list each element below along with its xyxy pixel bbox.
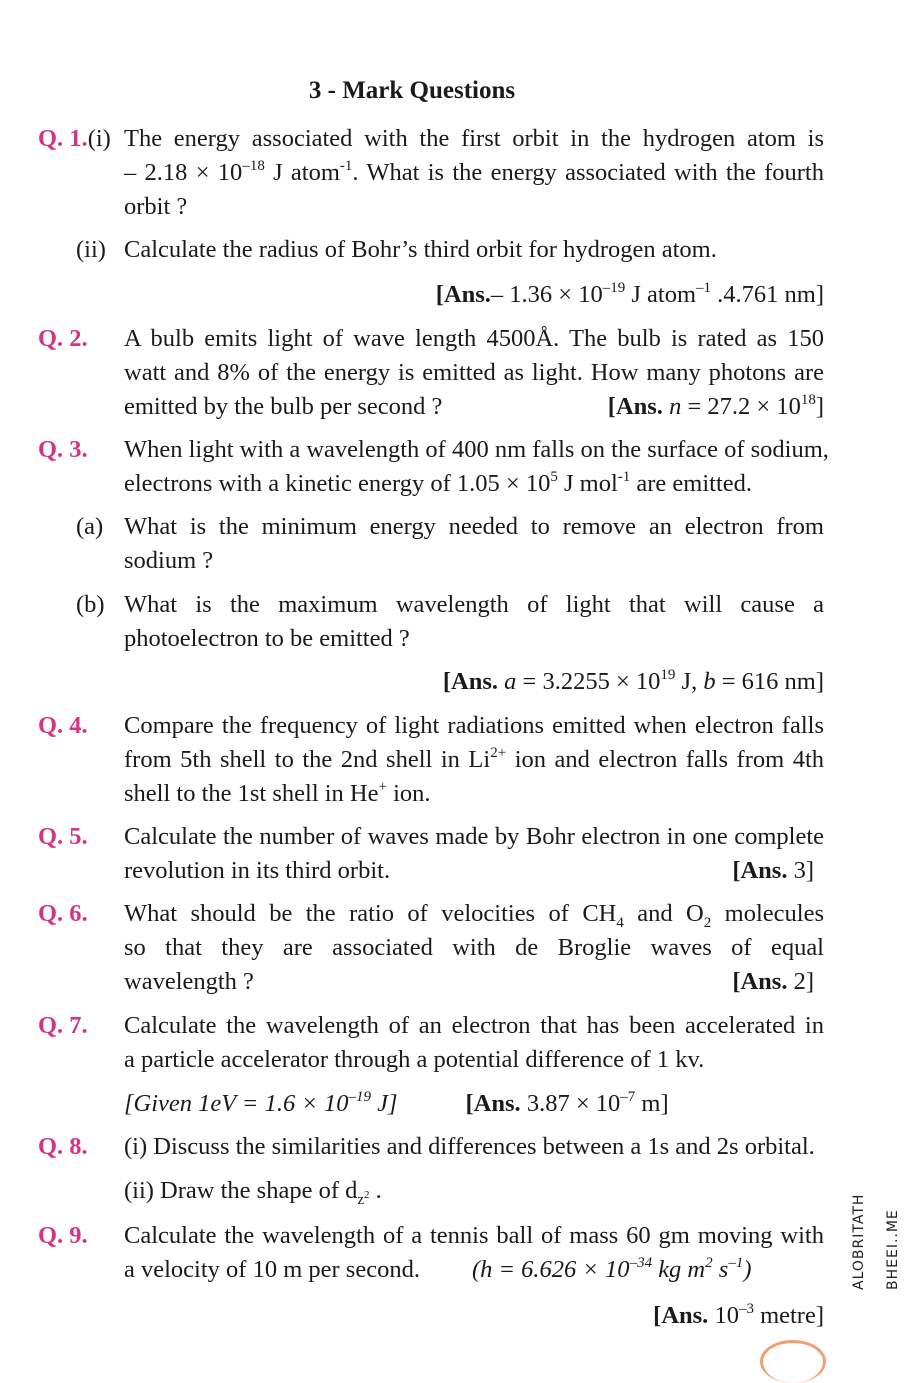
answer-q5: [Ans. 3]	[732, 857, 814, 884]
question-text: Calculate the wavelength of an electron that has been accelerated in a particle accelerator through a potential difference of 1 kv. [Given $1eV = 1.6 \times 10^{-19}$ J] [Ans. $3.87 \times 10^{-7}$ m]	[124, 1012, 824, 1117]
question-9	[38, 1219, 824, 1287]
question-2	[38, 322, 824, 424]
question-text: Calculate the wavelength of a tennis ball of mass 60 gm moving with a velocity of 10 m per second. ($h = 6.626 \times 10^{-34}$ kg $m^2$ $s^{-1}$)	[124, 1222, 824, 1283]
question-1	[38, 122, 824, 224]
answer-q1: [Ans.– $1.36 \times 10^{-19}$ J atom$^{-1}$ .4.761 nm]	[435, 280, 824, 308]
question-text: Calculate the number of waves made by Bohr electron in one complete revolution in its third orbit. [Ans. 3]	[124, 820, 824, 888]
question-number: Q. 4.	[38, 712, 88, 739]
question-number: Q. 8.	[38, 1133, 88, 1160]
corner-decoration	[760, 1340, 826, 1383]
question-number: Q. 3.	[38, 436, 88, 463]
question-4	[38, 709, 824, 811]
question-number: Q. 2.	[38, 325, 88, 352]
question-7	[38, 1009, 824, 1121]
question-5	[38, 820, 824, 888]
answer-q6: [Ans. 2]	[732, 968, 814, 995]
question-number: Q. 1.(i)	[38, 125, 111, 152]
question-text: Compare the frequency of light radiations emitted when electron falls from 5th shell to the 2nd shell in $Li^{2+}$ ion and electron falls from 4th shell to the 1st shell in He+ ion.	[124, 712, 824, 807]
answer-q3: [Ans. $a = 3.2255 \times 10^{19}$ J, b = 616 nm]	[442, 667, 824, 695]
question-text: The energy associated with the first orbit in the hydrogen atom is – $2.18 \times 10^{-18}$ J atom$^{-1}$. What is the energy associated with the fourth orbit ?	[124, 125, 824, 220]
question-text: A bulb emits light of wave length 4500Å. The bulb is rated as 150 watt and 8% of the energy is emitted as light. How many photons are emitted by the bulb per second ? [Ans. $n = 27.2 \times 10^{18}$]	[124, 322, 824, 424]
question-text: (i) Discuss the similarities and differences between a 1s and 2s orbital. (ii) Draw the shape of $d_{z^2}$ .	[124, 1133, 815, 1208]
question-8	[38, 1130, 824, 1208]
question-number: Q. 6.	[38, 900, 88, 927]
side-watermark-text: ALOBRITATH BHEEI..ME	[851, 1193, 901, 1290]
question-3-part-b: (b) What is the maximum wavelength of light that will cause a photoelectron to be emitted ?	[76, 591, 824, 652]
question-number: Q. 9.	[38, 1222, 88, 1249]
question-3	[38, 433, 829, 501]
answer-q7: [Ans. $3.87 \times 10^{-7}$ m]	[465, 1089, 669, 1117]
question-text: When light with a wavelength of 400 nm falls on the surface of sodium, electrons with a kinetic energy of $1.05 \times 10^5$ J mol$^{-1}$ are emitted.	[124, 436, 829, 497]
question-1-part-2: (ii) Calculate the radius of Bohr’s third orbit for hydrogen atom.	[76, 236, 717, 263]
question-number: Q. 5.	[38, 823, 88, 850]
question-text: What should be the ratio of velocities of $CH_4$ and $O_2$ molecules so that they are associated with de Broglie waves of equal wavelength ? [Ans. 2]	[124, 897, 824, 999]
page-title: 3 - Mark Questions	[308, 77, 516, 104]
question-6	[38, 897, 824, 999]
question-number: Q. 7.	[38, 1012, 88, 1039]
answer-q2: [Ans. $n = 27.2 \times 10^{18}$]	[607, 392, 824, 420]
answer-q9: [Ans. $10^{-3}$ metre]	[653, 1301, 824, 1329]
question-3-part-a: (a) What is the minimum energy needed to remove an electron from sodium ?	[76, 513, 824, 574]
